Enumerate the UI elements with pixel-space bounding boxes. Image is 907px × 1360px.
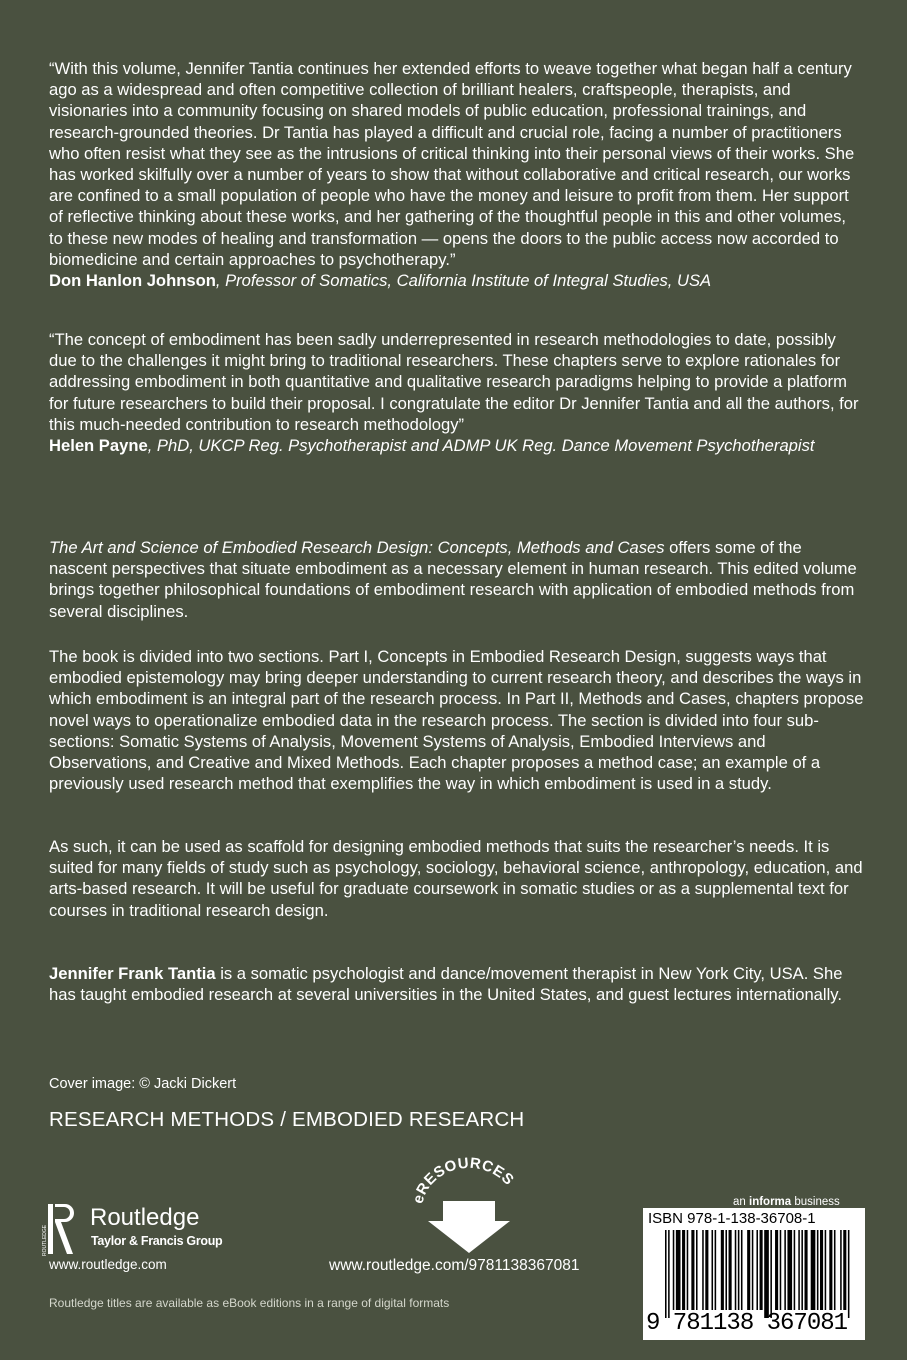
description-p2-text: The book is divided into two sections. Part I, Concepts in Embodied Research Design, suggests ways that embodied epistemology may bring deeper understanding to current research theory, and describes the ways in which embodiment is an integral part of the research process. In Part II, Methods and Cases, chapters propose novel ways to operationalize embodied data in the research process. The section is divided into four sub-sections: Somatic Systems of Analysis, Movement Systems of Analysis, Embodied Interviews and Observations, and Creative and Mixed Methods. Each chapter proposes a method case; an example of a previously used research method that exemplifies the way in which embodiment is used in a study. bbox=[49, 647, 864, 794]
barcode-bar bbox=[829, 1230, 832, 1310]
barcode-bar bbox=[794, 1230, 796, 1310]
barcode-bar bbox=[798, 1230, 800, 1310]
endorsement-quote-2 bbox=[49, 329, 864, 456]
isbn-barcode bbox=[643, 1208, 865, 1340]
barcode-bar bbox=[735, 1230, 737, 1310]
description-p1-text: offers some of the nascent perspectives that situate embodiment as a necessary element in human research. This edited volume brings together philosophical foundations of embodiment research with application of embodied methods from several disciplines. bbox=[49, 538, 857, 621]
informa-prefix: an bbox=[733, 1196, 749, 1208]
barcode-bar bbox=[725, 1230, 727, 1310]
barcode-bar bbox=[721, 1230, 724, 1310]
description-p3-text: As such, it can be used as scaffold for designing embodied methods that suits the researcher’s needs. It is suited for many fields of study such as psychology, sociology, behavioral science, anthropology, education, and arts-based research. It will be useful for graduate coursework in somatic studies or as a supplemental text for courses in traditional research design. bbox=[49, 837, 863, 920]
barcode-bar bbox=[780, 1230, 782, 1310]
quote-1-author: Don Hanlon Johnson bbox=[49, 271, 216, 291]
routledge-r-icon bbox=[44, 1202, 84, 1258]
description-paragraph-1 bbox=[49, 537, 864, 622]
quote-2-affiliation: , PhD, UKCP Reg. Psychotherapist and ADMP UK Reg. Dance Movement Psychotherapist bbox=[147, 436, 815, 456]
publisher-group: Taylor & Francis Group bbox=[91, 1234, 223, 1248]
author-bio bbox=[49, 963, 864, 1005]
barcode-bar bbox=[741, 1230, 743, 1310]
barcode-bar bbox=[702, 1230, 704, 1310]
description-paragraph-2 bbox=[49, 646, 864, 794]
barcode-bar bbox=[843, 1230, 846, 1310]
barcode-bar bbox=[817, 1230, 819, 1310]
barcode-bar bbox=[787, 1230, 792, 1310]
endorsement-quote-1 bbox=[49, 58, 864, 291]
publisher-url[interactable]: www.routledge.com bbox=[49, 1257, 167, 1272]
barcode-bar bbox=[820, 1230, 823, 1310]
barcode-bar bbox=[705, 1230, 708, 1310]
eresources-badge bbox=[404, 1155, 534, 1260]
informa-tagline bbox=[733, 1196, 840, 1208]
informa-brand: informa bbox=[749, 1196, 792, 1208]
barcode-bar bbox=[801, 1230, 803, 1310]
barcode-bar bbox=[747, 1230, 750, 1310]
barcode-bar bbox=[770, 1230, 772, 1318]
barcode-bar bbox=[825, 1230, 827, 1310]
quote-2-attribution bbox=[49, 435, 864, 456]
quote-1-text: “With this volume, Jennifer Tantia continues her extended efforts to weave together what began half a century ago as a widespread and often competitive collection of brilliant healers, craftspeople, therapists, and visionaries into a community focusing on shared models of public education, professional trainings, and research-grounded theories. Dr Tantia has played a difficult and crucial role, facing a number of practitioners who often resist what they see as the intrusions of critical thinking into their personal views of their works. She has worked skilfully over a number of years to show that without collaborative and critical research, our works are confined to a small population of people who have the money and leisure to profit from them. Her support of reflective thinking about these works, and her gathering of the thoughtful people in this and other volumes, to these new modes of healing and transformation — opens the doors to the public access now accorded to biomedicine and certain approaches to psychotherapy.” bbox=[49, 59, 855, 269]
barcode-bar bbox=[805, 1230, 808, 1310]
barcode-bars bbox=[643, 1230, 865, 1320]
eresources-label: eRESOURCES bbox=[409, 1155, 518, 1206]
barcode-bar bbox=[756, 1230, 758, 1310]
barcode-bar bbox=[712, 1230, 714, 1310]
cover-credit: Cover image: © Jacki Dickert bbox=[49, 1076, 237, 1092]
svg-text:ROUTLEDGE: ROUTLEDGE bbox=[42, 1224, 48, 1256]
ebook-note: Routledge titles are available as eBook editions in a range of digital formats bbox=[49, 1296, 450, 1310]
subject-category: RESEARCH METHODS / EMBODIED RESEARCH bbox=[49, 1108, 525, 1131]
quote-2-author: Helen Payne bbox=[49, 436, 148, 456]
barcode-bar bbox=[811, 1230, 816, 1310]
book-title: The Art and Science of Embodied Research Design: Concepts, Methods and Cases bbox=[49, 538, 665, 557]
svg-text:eRESOURCES bbox=[410, 1155, 518, 1205]
barcode-bar bbox=[752, 1230, 754, 1310]
barcode-bar bbox=[715, 1230, 717, 1310]
barcode-bar bbox=[687, 1230, 689, 1310]
eresources-url[interactable]: www.routledge.com/9781138367081 bbox=[329, 1257, 580, 1274]
barcode-bar bbox=[668, 1230, 670, 1318]
bio-author-name: Jennifer Frank Tantia bbox=[49, 964, 216, 983]
barcode-bar bbox=[784, 1230, 786, 1310]
barcode-bar bbox=[676, 1230, 681, 1310]
barcode-bar bbox=[840, 1230, 842, 1310]
barcode-bar bbox=[760, 1230, 763, 1310]
barcode-bar bbox=[691, 1230, 694, 1310]
publisher-name: Routledge bbox=[90, 1204, 200, 1231]
quote-1-affiliation: , Professor of Somatics, California Institute of Integral Studies, USA bbox=[215, 271, 712, 291]
routledge-logo bbox=[44, 1202, 244, 1258]
barcode-bar bbox=[848, 1230, 850, 1318]
informa-suffix: business bbox=[791, 1196, 840, 1208]
barcode-bar bbox=[696, 1230, 698, 1310]
barcode-digits: 9 781138 367081 bbox=[646, 1310, 848, 1337]
eresources-arrow-icon bbox=[404, 1155, 534, 1260]
quote-1-attribution bbox=[49, 270, 864, 291]
barcode-bar bbox=[834, 1230, 836, 1310]
quote-2-text: “The concept of embodiment has been sadly underrepresented in research methodologies to date, possibly due to the challenges it might bring to traditional researchers. These chapters serve to explore rationales for addressing embodiment in both quantitative and qualitative research paradigms helping to provide a platform for future researchers to build their proposal. I congratulate the editor Dr Jennifer Tantia and all the authors, for this much-needed contribution to research methodology” bbox=[49, 330, 859, 434]
description-paragraph-3 bbox=[49, 836, 864, 921]
bio-text: is a somatic psychologist and dance/movement therapist in New York City, USA. She has taught embodied research at several universities in the United States, and guest lectures internationally. bbox=[49, 964, 843, 1005]
barcode-bar bbox=[729, 1230, 732, 1310]
barcode-bar bbox=[775, 1230, 778, 1310]
barcode-bar bbox=[682, 1230, 685, 1310]
barcode-bar bbox=[665, 1230, 667, 1318]
barcode-bar bbox=[673, 1230, 675, 1310]
barcode-bar bbox=[764, 1230, 769, 1318]
isbn-label: ISBN 978-1-138-36708-1 bbox=[648, 1210, 816, 1227]
barcode-bar bbox=[738, 1230, 740, 1310]
